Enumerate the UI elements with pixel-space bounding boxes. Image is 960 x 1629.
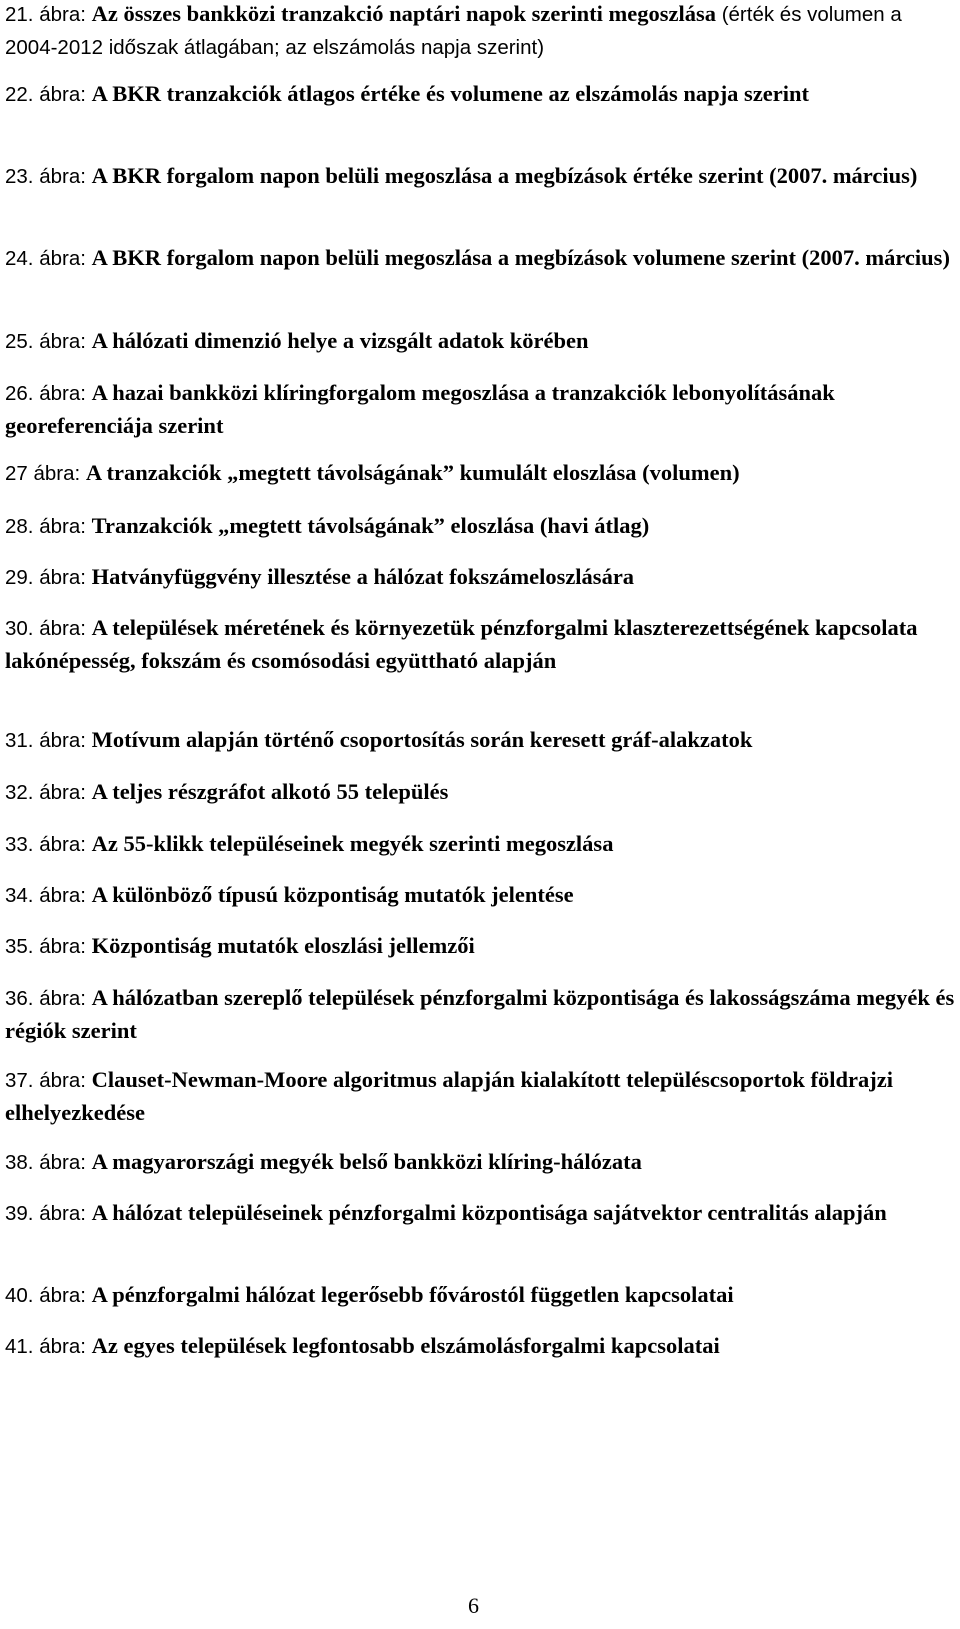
figure-entry-26 <box>5 377 955 442</box>
figure-number: 38. ábra: <box>5 1151 92 1174</box>
figure-entry-30 <box>5 612 955 677</box>
figure-caption: Központiság mutatók eloszlási jellemzői <box>91 933 475 958</box>
figure-number: 31. ábra: <box>5 729 92 752</box>
figure-entry-23 <box>5 160 955 193</box>
figure-caption: A tranzakciók „megtett távolságának” kumulált eloszlása (volumen) <box>85 460 740 485</box>
figure-caption-note: (érték és volumen a 2004-2012 időszak átlagában; az elszámolás napja szerint) <box>5 3 902 59</box>
figure-caption: A hálózatban szereplő települések pénzforgalmi központisága és lakosságszáma megyék és régiók szerint <box>5 985 955 1043</box>
figure-entry-29 <box>5 561 955 594</box>
figure-number: 32. ábra: <box>5 781 92 804</box>
figure-number: 33. ábra: <box>5 833 92 856</box>
figure-caption: A hálózati dimenzió helye a vizsgált adatok körében <box>91 328 589 353</box>
figure-entry-37 <box>5 1064 955 1129</box>
figure-caption: A BKR forgalom napon belüli megoszlása a megbízások volumene szerint (2007. március) <box>91 245 950 270</box>
figure-entry-21 <box>5 0 955 64</box>
figure-number: 22. ábra: <box>5 83 92 106</box>
figure-caption: A különböző típusú központiság mutatók jelentése <box>91 882 574 907</box>
figure-caption: A BKR forgalom napon belüli megoszlása a megbízások értéke szerint (2007. március) <box>91 163 918 188</box>
figure-caption: A magyarországi megyék belső bankközi klíring-hálózata <box>91 1149 642 1174</box>
figure-caption: A települések méretének és környezetük pénzforgalmi klaszterezettségének kapcsolata lakónépesség, fokszám és csomósodási együttható alapján <box>5 615 918 673</box>
figure-number: 25. ábra: <box>5 330 92 353</box>
figure-entry-22 <box>5 78 955 111</box>
figure-entry-35 <box>5 930 955 963</box>
figure-entry-39 <box>5 1197 955 1230</box>
figure-number: 21. ábra: <box>5 3 92 26</box>
figure-number: 27 ábra: <box>5 462 86 485</box>
figure-number: 41. ábra: <box>5 1335 92 1358</box>
figure-number: 36. ábra: <box>5 987 92 1010</box>
figure-caption: A hálózat településeinek pénzforgalmi központisága sajátvektor centralitás alapján <box>91 1200 887 1225</box>
figure-caption: Tranzakciók „megtett távolságának” eloszlása (havi átlag) <box>91 513 650 538</box>
figure-entry-38 <box>5 1146 955 1179</box>
figure-number: 24. ábra: <box>5 247 92 270</box>
figure-entry-24 <box>5 242 955 275</box>
figure-entry-28 <box>5 510 955 543</box>
figure-caption: A teljes részgráfot alkotó 55 település <box>91 779 449 804</box>
figure-entry-32 <box>5 776 955 809</box>
figure-caption: Az 55-klikk településeinek megyék szerinti megoszlása <box>91 831 614 856</box>
figure-entry-31 <box>5 724 955 757</box>
figure-number: 37. ábra: <box>5 1069 92 1092</box>
figure-entry-33 <box>5 828 955 861</box>
figure-number: 23. ábra: <box>5 165 92 188</box>
figure-caption: A pénzforgalmi hálózat legerősebb fővárostól független kapcsolatai <box>91 1282 734 1307</box>
figure-caption: A hazai bankközi klíringforgalom megoszlása a tranzakciók lebonyolításának georeferenciája szerint <box>5 380 835 438</box>
figure-number: 30. ábra: <box>5 617 92 640</box>
figure-caption: Clauset-Newman-Moore algoritmus alapján kialakított településcsoportok földrajzi elhelyezkedése <box>5 1067 894 1125</box>
figure-entry-34 <box>5 879 955 912</box>
figure-entry-40 <box>5 1279 955 1312</box>
figure-entry-41 <box>5 1330 955 1363</box>
figure-caption: Az összes bankközi tranzakció naptári napok szerinti megoszlása <box>91 1 716 26</box>
figure-caption: Motívum alapján történő csoportosítás során keresett gráf-alakzatok <box>91 727 753 752</box>
page-number: 6 <box>468 1593 479 1618</box>
figure-caption: Hatványfüggvény illesztése a hálózat fokszámeloszlására <box>91 564 635 589</box>
figure-number: 35. ábra: <box>5 935 92 958</box>
figure-entry-25 <box>5 325 955 358</box>
figure-number: 40. ábra: <box>5 1284 92 1307</box>
figure-caption: Az egyes települések legfontosabb elszámolásforgalmi kapcsolatai <box>91 1333 720 1358</box>
figure-number: 26. ábra: <box>5 382 92 405</box>
figure-number: 29. ábra: <box>5 566 92 589</box>
figure-entry-27 <box>5 457 955 490</box>
figure-caption: A BKR tranzakciók átlagos értéke és volumene az elszámolás napja szerint <box>91 81 810 106</box>
figure-number: 34. ábra: <box>5 884 92 907</box>
figure-number: 39. ábra: <box>5 1202 92 1225</box>
figure-number: 28. ábra: <box>5 515 92 538</box>
figure-entry-36 <box>5 982 955 1047</box>
